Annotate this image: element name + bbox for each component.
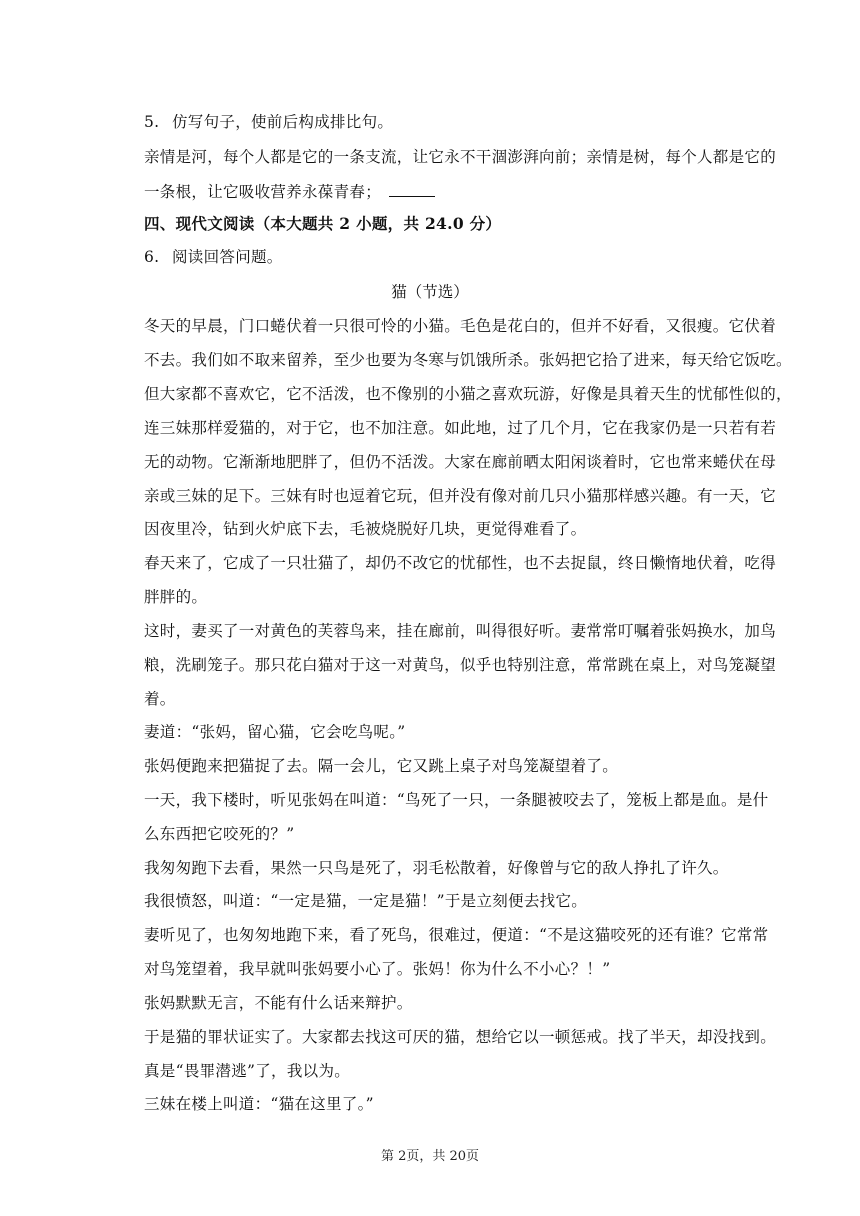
passage-line: 我很愤怒，叫道：“一定是猫，一定是猫！”于是立刻便去找它。 bbox=[144, 892, 588, 910]
passage-line: 但大家都不喜欢它，它不活泼，也不像别的小猫之喜欢玩游，好像是具着天生的忧郁性似的， bbox=[144, 385, 792, 403]
section-heading: 四、现代文阅读（本大题共 2 小题，共 24.0 分） bbox=[144, 214, 502, 233]
passage-line: 对鸟笼望着，我早就叫张妈要小心了。张妈！你为什么不小心？！” bbox=[144, 960, 611, 978]
question-6-header bbox=[144, 247, 283, 267]
passage-line: 连三妹那样爱猫的，对于它，也不加注意。如此地，过了几个月，它在我家仍是一只若有若 bbox=[144, 419, 777, 437]
passage-line: 不去。我们如不取来留养，至少也要为冬寒与饥饿所杀。张妈把它拾了进来，每天给它饭吃。 bbox=[144, 351, 792, 369]
passage-line: 我匆匆跑下去看，果然一只鸟是死了，羽毛松散着，好像曾与它的敌人挣扎了许久。 bbox=[144, 859, 729, 877]
passage-line: 张妈便跑来把猫捉了去。隔一会儿，它又跳上桌子对鸟笼凝望着了。 bbox=[144, 757, 619, 775]
passage-line: 么东西把它咬死的？” bbox=[144, 825, 295, 843]
question-prompt: 仿写句子，使前后构成排比句。 bbox=[172, 113, 394, 131]
passage-line: 粮，洗刷笼子。那只花白猫对于这一对黄鸟，似乎也特别注意，常常跳在桌上，对鸟笼凝望 bbox=[144, 656, 777, 674]
passage-line: 真是“畏罪潜逃”了，我以为。 bbox=[144, 1062, 351, 1080]
question-prompt: 阅读回答问题。 bbox=[172, 248, 283, 266]
passage-line: 冬天的早晨，门口蜷伏着一只很可怜的小猫。毛色是花白的，但并不好看，又很瘦。它伏着 bbox=[144, 317, 777, 335]
passage-line: 春天来了，它成了一只壮猫了，却仍不改它的忧郁性，也不去捉鼠，终日懒惰地伏着，吃得 bbox=[144, 554, 777, 572]
passage-line: 三妹在楼上叫道：“猫在这里了。” bbox=[144, 1095, 374, 1113]
question-5-text-line: 亲情是河，每个人都是它的一条支流，让它永不干涸澎湃向前；亲情是树，每个人都是它的 bbox=[144, 148, 777, 166]
passage-line: 胖胖的。 bbox=[144, 588, 208, 606]
page-footer: 第 2页，共 20页 bbox=[380, 1149, 480, 1164]
answer-blank[interactable] bbox=[389, 182, 435, 197]
question-5-header bbox=[144, 112, 393, 132]
question-5-text-line bbox=[144, 182, 435, 202]
passage-line: 这时，妻买了一对黄色的芙蓉鸟来，挂在廊前，叫得很好听。妻常常叮嘱着张妈换水，加鸟 bbox=[144, 622, 777, 640]
question-number: 6. bbox=[144, 248, 160, 266]
passage-line: 妻道：“张妈，留心猫，它会吃鸟呢。” bbox=[144, 723, 406, 741]
passage-line: 着。 bbox=[144, 690, 176, 708]
passage-line: 妻听见了，也匆匆地跑下来，看了死鸟，很难过，便道：“不是这猫咬死的还有谁？它常常 bbox=[144, 926, 769, 944]
passage-line: 因夜里冷，钻到火炉底下去，毛被烧脱好几块，更觉得难看了。 bbox=[144, 520, 587, 538]
question-number: 5. bbox=[144, 113, 160, 131]
passage-line: 无的动物。它渐渐地肥胖了，但仍不活泼。大家在廊前晒太阳闲谈着时，它也常来蜷伏在母 bbox=[144, 453, 777, 471]
passage-line: 于是猫的罪状证实了。大家都去找这可厌的猫，想给它以一顿惩戒。找了半天，却没找到。 bbox=[144, 1028, 777, 1046]
passage-title: 猫（节选） bbox=[391, 283, 469, 301]
passage-line: 一天，我下楼时，听见张妈在叫道：“鸟死了一只，一条腿被咬去了，笼板上都是血。是什 bbox=[144, 791, 769, 809]
passage-line: 亲或三妹的足下。三妹有时也逗着它玩，但并没有像对前几只小猫那样感兴趣。有一天，它 bbox=[144, 487, 777, 505]
question-5-line-text: 一条根，让它吸收营养永葆青春； bbox=[144, 183, 382, 201]
passage-line: 张妈默默无言，不能有什么话来辩护。 bbox=[144, 994, 413, 1012]
